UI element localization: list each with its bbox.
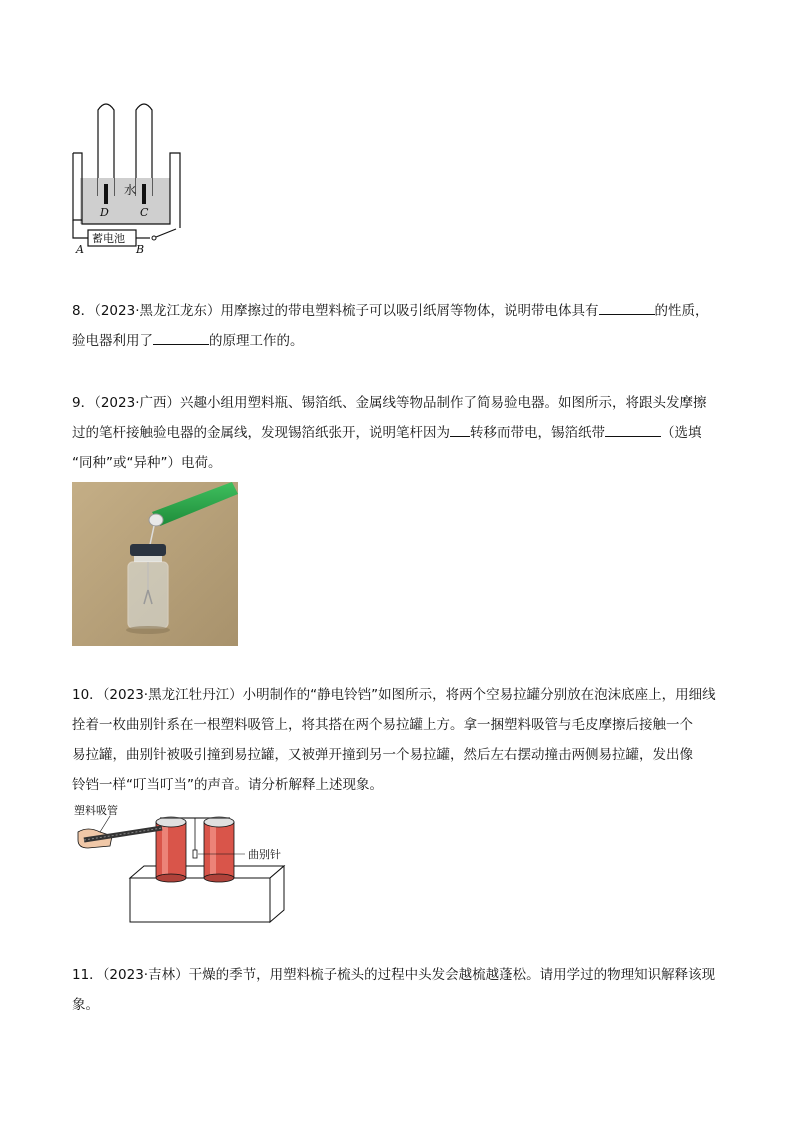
question-text: 象。 — [72, 997, 99, 1013]
question-text: 铃铛一样“叮当叮当”的声音。请分析解释上述现象。 — [72, 777, 383, 793]
question-number: 9． — [72, 395, 95, 411]
question-text: 的原理工作的。 — [209, 333, 304, 349]
electrolysis-diagram — [70, 98, 190, 258]
paperclip-label: 曲别针 — [248, 848, 281, 861]
static-bell-diagram — [70, 802, 300, 926]
question-text: 拴着一枚曲别针系在一根塑料吸管上，将其搭在两个易拉罐上方。拿一捆塑料吸管与毛皮摩擦后接触一个 — [72, 717, 693, 733]
question-number: 10． — [72, 687, 103, 703]
answer-blank[interactable] — [450, 422, 470, 437]
static-bell-figure — [70, 802, 300, 926]
answer-blank[interactable] — [153, 330, 209, 345]
question-source: （2023·广西） — [94, 395, 180, 411]
question-10 — [72, 680, 720, 800]
question-text: 验电器利用了 — [72, 333, 153, 349]
question-text: 过的笔杆接触验电器的金属线，发现锡箔纸张开，说明笔杆因为 — [72, 425, 450, 441]
question-text: 兴趣小组用塑料瓶、锡箔纸、金属线等物品制作了简易验电器。如图所示，将跟头发摩擦 — [180, 395, 707, 411]
question-8 — [72, 296, 720, 356]
question-text: （选填 — [661, 425, 702, 441]
terminal-a-label: A — [76, 243, 84, 256]
electrode-c-label: C — [140, 206, 149, 219]
answer-blank[interactable] — [599, 300, 655, 315]
electroscope-photo — [72, 482, 238, 646]
terminal-b-label: B — [136, 243, 145, 256]
electrolysis-figure — [70, 98, 190, 258]
question-text: 小明制作的“静电铃铛”如图所示，将两个空易拉罐分别放在泡沫底座上，用细线 — [242, 687, 716, 703]
question-text: 的性质， — [654, 303, 709, 319]
battery-label: 蓄电池 — [92, 232, 125, 245]
question-9 — [72, 388, 720, 478]
question-text: 干燥的季节，用塑料梳子梳头的过程中头发会越梳越蓬松。请用学过的物理知识解释该现 — [188, 967, 716, 983]
question-text: 易拉罐，曲别针被吸引撞到易拉罐，又被弹开撞到另一个易拉罐，然后左右摆动撞击两侧易拉罐，发出像 — [72, 747, 693, 763]
question-source: （2023·黑龙江牡丹江） — [102, 687, 243, 703]
question-number: 11． — [72, 967, 103, 983]
question-source: （2023·吉林） — [102, 967, 189, 983]
question-text: 用摩擦过的带电塑料梳子可以吸引纸屑等物体，说明带电体具有 — [220, 303, 599, 319]
water-label: 水 — [124, 183, 137, 197]
electroscope-image — [72, 482, 238, 646]
question-source: （2023·黑龙江龙东） — [94, 303, 221, 319]
question-number: 8． — [72, 303, 95, 319]
question-11 — [72, 960, 720, 1020]
electrode-d-label: D — [100, 206, 109, 219]
answer-blank[interactable] — [605, 422, 661, 437]
question-text: “同种”或“异种”）电荷。 — [72, 455, 222, 471]
straw-label: 塑料吸管 — [74, 804, 118, 817]
question-text: 转移而带电，锡箔纸带 — [470, 425, 605, 441]
